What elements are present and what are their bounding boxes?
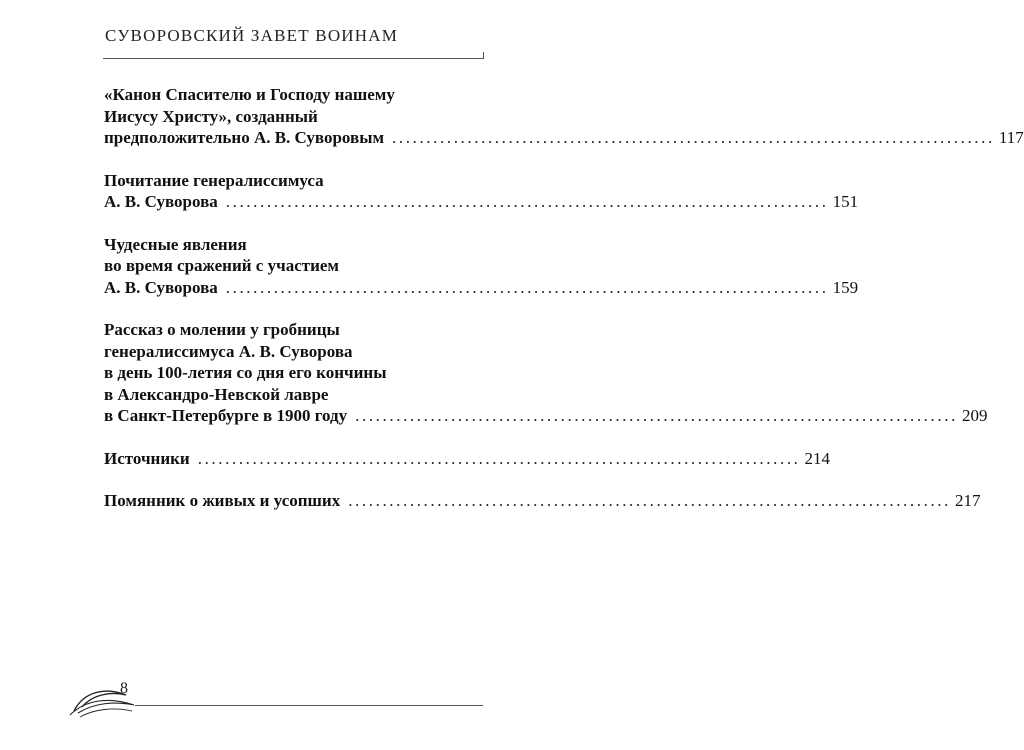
footer-rule bbox=[135, 705, 483, 706]
toc-page-number: 117 bbox=[998, 128, 1024, 147]
toc-entry-line: генералиссимуса А. В. Суворова bbox=[104, 341, 353, 361]
toc-entry-chudesnye[interactable] bbox=[104, 234, 859, 299]
toc-dot-leader: ........................................................................................ bbox=[225, 192, 829, 211]
toc-entry-line: в Александро-Невской лавре bbox=[104, 384, 329, 404]
toc-page-number: 159 bbox=[832, 277, 859, 297]
toc-entry-pomyannik[interactable] bbox=[104, 490, 981, 512]
toc-entry-line: А. В. Суворова bbox=[104, 277, 218, 297]
toc-page-number: 217 bbox=[955, 491, 981, 510]
toc-entry-line: во время сражений с участием bbox=[104, 256, 340, 275]
toc-page-number: 151 bbox=[832, 192, 859, 211]
table-of-contents bbox=[104, 84, 1024, 533]
toc-dot-leader: ........................................................................................ bbox=[392, 128, 995, 147]
toc-entry-line: Помянник о живых и усопших bbox=[104, 491, 341, 510]
toc-entry-line: Источники bbox=[104, 448, 190, 468]
toc-entry-line: Чудесные явления bbox=[104, 234, 247, 254]
toc-entry-line: Иисусу Христу», созданный bbox=[104, 106, 318, 126]
toc-entry-rasskaz[interactable] bbox=[104, 319, 988, 427]
toc-entry-line: в день 100-летия со дня его кончины bbox=[104, 363, 387, 382]
toc-dot-leader: ........................................................................................ bbox=[225, 277, 829, 297]
toc-dot-leader: ........................................................................................ bbox=[348, 491, 952, 510]
toc-page-number: 209 bbox=[961, 406, 988, 425]
toc-entry-istochniki[interactable] bbox=[104, 448, 831, 470]
toc-entry-line: предположительно А. В. Суворовым bbox=[104, 128, 385, 147]
toc-entry-pochitanie[interactable] bbox=[104, 170, 859, 213]
page-number: 8 bbox=[120, 680, 128, 697]
toc-entry-line: Почитание генералиссимуса bbox=[104, 170, 324, 190]
toc-entry-line: Рассказ о молении у гробницы bbox=[104, 320, 340, 339]
header-rule-end bbox=[483, 52, 484, 59]
toc-entry-line: в Санкт-Петербурге в 1900 году bbox=[104, 406, 348, 425]
running-head: СУВОРОВСКИЙ ЗАВЕТ ВОИНАМ bbox=[105, 26, 399, 45]
toc-entry-kanon[interactable] bbox=[104, 84, 1024, 149]
header-rule bbox=[103, 58, 483, 59]
toc-dot-leader: ........................................................................................ bbox=[197, 448, 801, 468]
toc-entry-line: «Канон Спасителю и Господу нашему bbox=[104, 85, 395, 104]
toc-page-number: 214 bbox=[804, 448, 831, 468]
toc-dot-leader: ........................................................................................ bbox=[355, 406, 958, 425]
toc-entry-line: А. В. Суворова bbox=[104, 192, 218, 211]
